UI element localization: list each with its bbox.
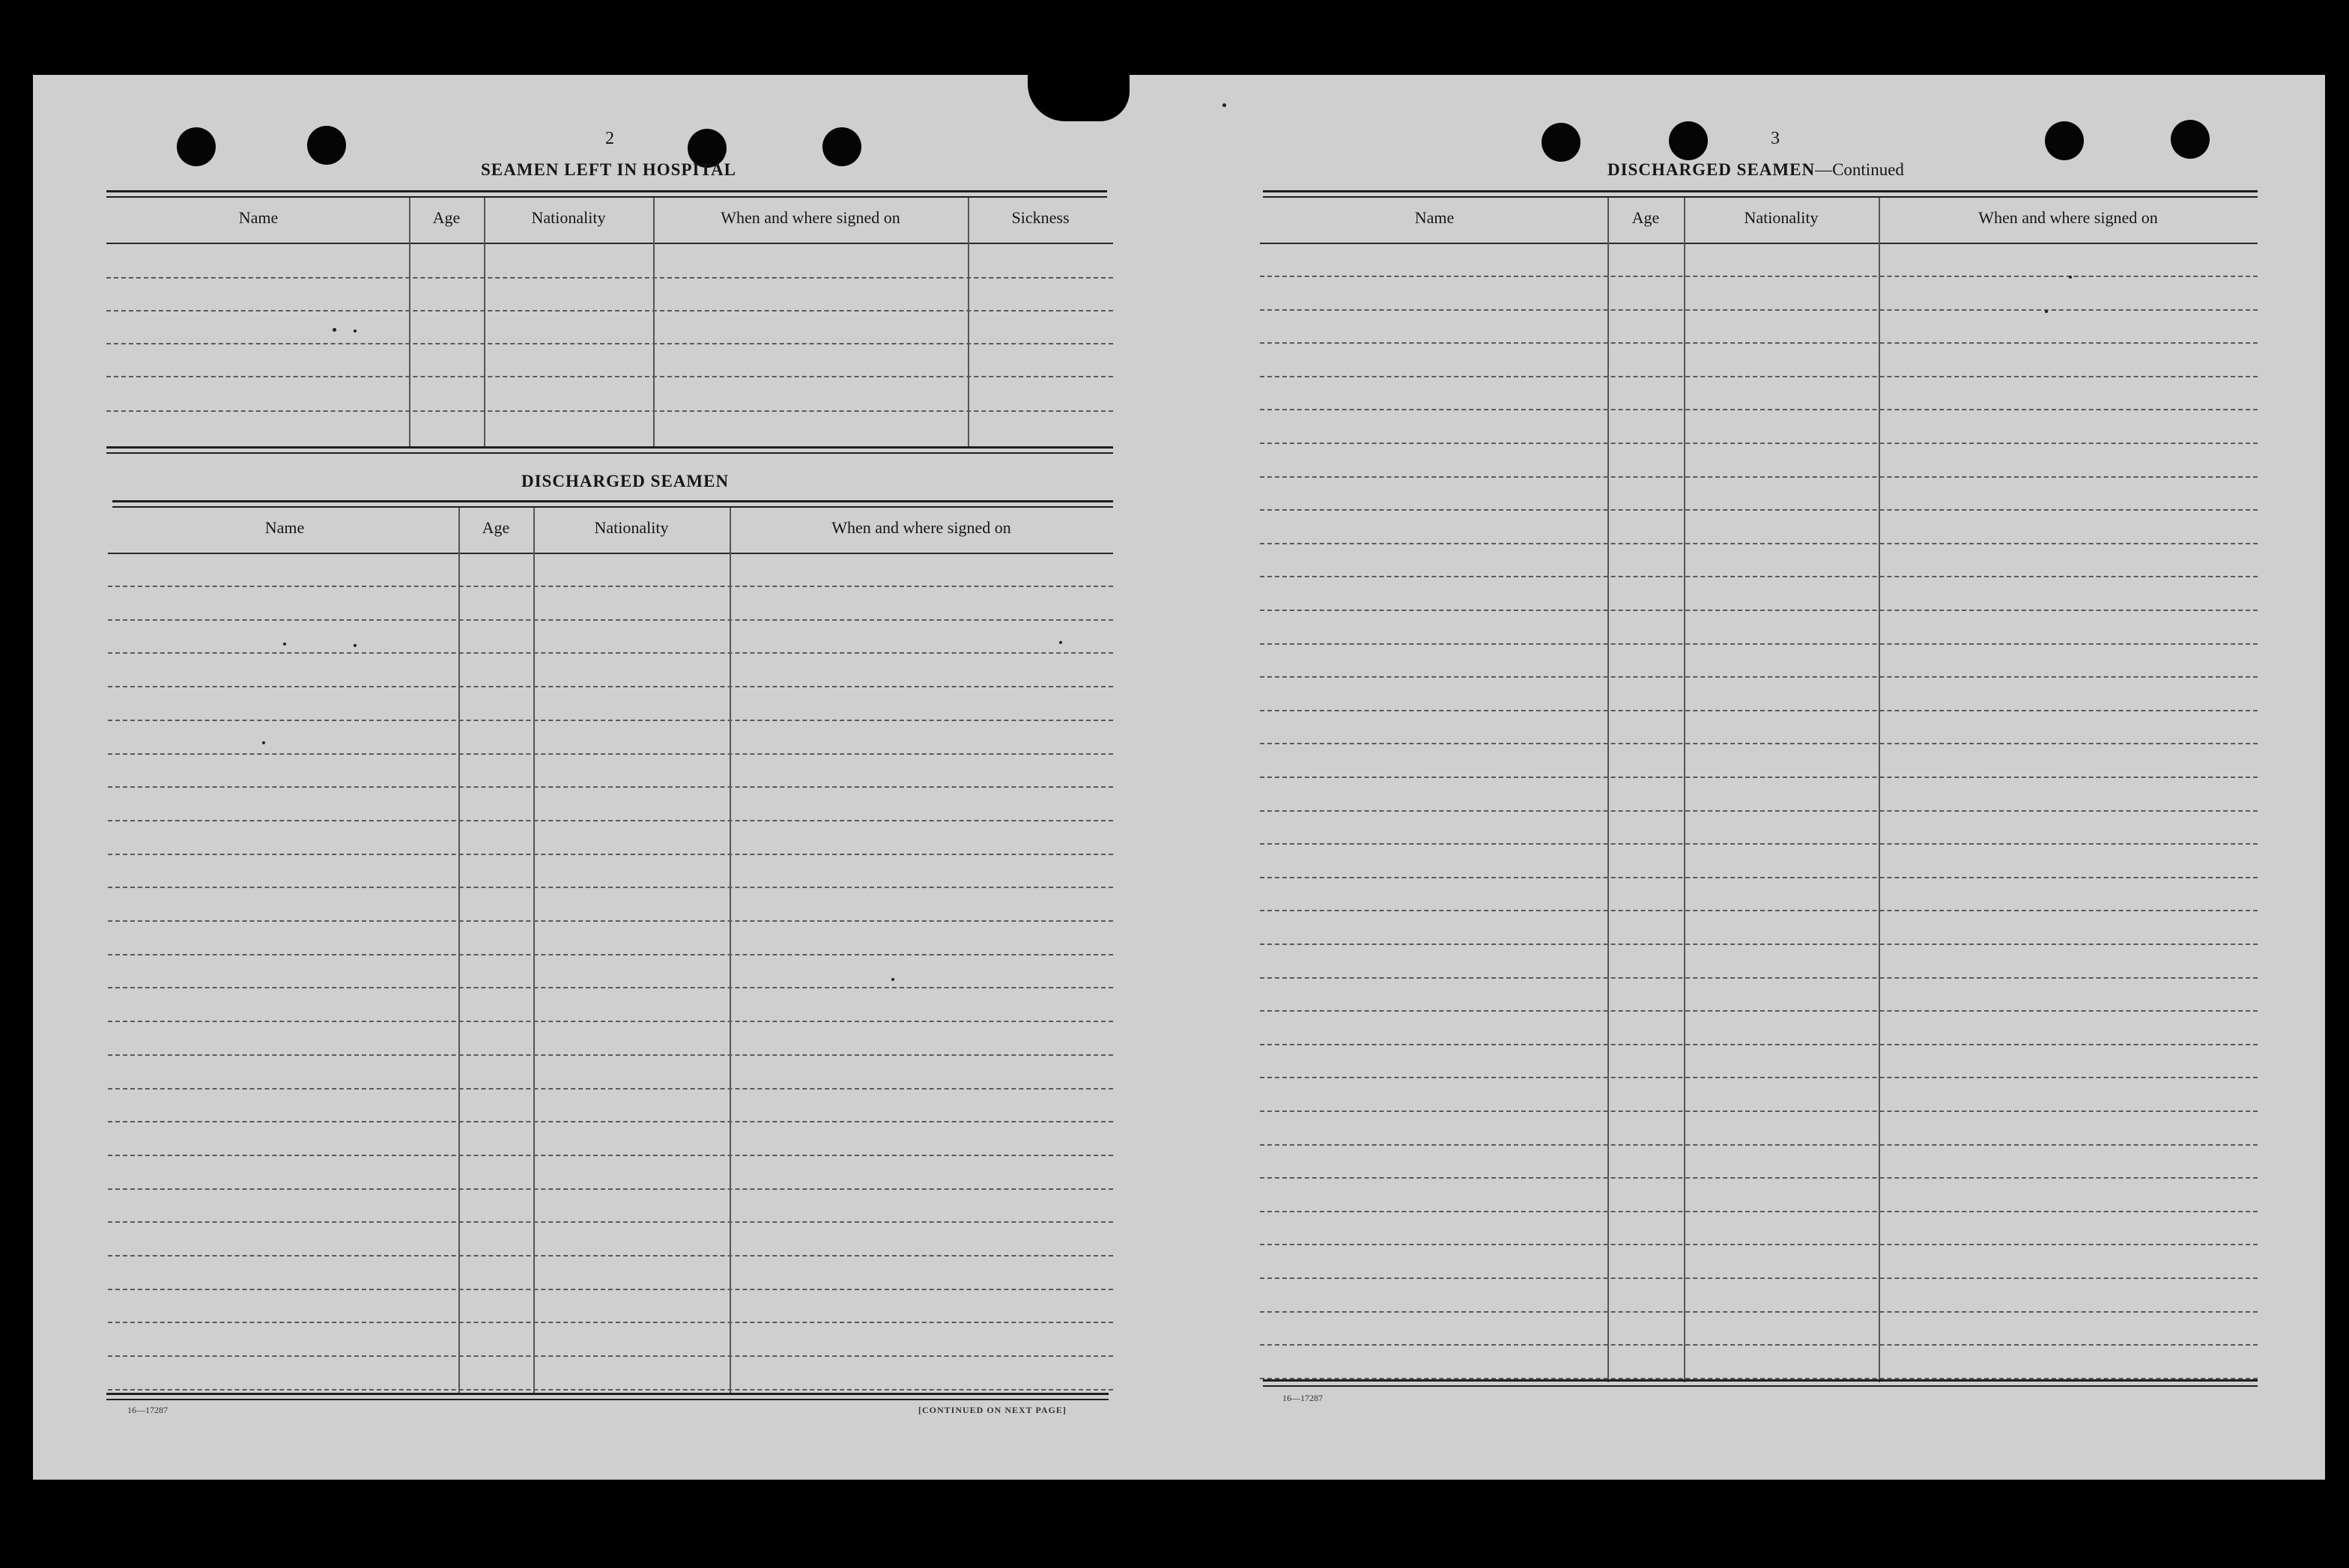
row-line [1260,843,2258,845]
row-line [106,310,1113,312]
row-line [106,410,1113,412]
punch-hole [2171,120,2210,159]
row-line [108,820,1113,821]
col-header-signed-on: When and where signed on [721,208,900,227]
row-line [108,1255,1113,1256]
row-line [108,1355,1113,1357]
row-line [1260,409,2258,410]
row-line [1260,1144,2258,1146]
row-line [1260,810,2258,812]
section-rule [106,446,1113,454]
section-rule [1263,190,2258,198]
row-line [1260,710,2258,711]
row-line [108,1188,1113,1190]
row-line [108,686,1113,687]
row-line [1260,1110,2258,1112]
row-line [1260,643,2258,645]
discharged-continued-title [1607,160,1904,180]
row-line [108,1389,1113,1391]
torn-notch [1028,75,1130,121]
row-line [1260,1010,2258,1012]
col-header-signed-on: When and where signed on [831,518,1011,537]
row-line [1260,1277,2258,1279]
row-line [108,786,1113,788]
row-line [1260,1077,2258,1078]
col-header-age: Age [432,208,461,227]
punch-hole [1542,123,1580,162]
row-line [1260,1311,2258,1313]
column-divider [730,508,731,1393]
row-line [108,920,1113,922]
row-line [1260,877,2258,878]
hospital-section-title: SEAMEN LEFT IN HOSPITAL [481,160,737,179]
punch-hole [307,126,346,165]
page-number: 2 [605,129,614,148]
row-line [1260,309,2258,311]
form-number: 16—17287 [1282,1393,1323,1403]
row-line [108,987,1113,988]
ink-speck [2069,276,2072,279]
section-rule [112,500,1113,508]
punch-hole [822,127,861,166]
row-line [1260,342,2258,344]
row-line [1260,676,2258,678]
ink-speck [262,741,265,744]
row-line [108,1289,1113,1290]
row-line [1260,1177,2258,1179]
row-line [108,1155,1113,1156]
row-line [1260,1044,2258,1045]
row-line [1260,276,2258,277]
form-number: 16—17287 [127,1405,168,1415]
col-header-signed-on: When and where signed on [1978,208,2158,227]
row-line [1260,576,2258,577]
row-line [106,277,1113,279]
row-line [108,1021,1113,1022]
continued-note: [CONTINUED ON NEXT PAGE] [918,1405,1067,1415]
punch-hole [2045,121,2084,160]
row-line [106,343,1113,344]
row-line [108,887,1113,888]
ink-speck [333,328,336,332]
row-line [108,619,1113,621]
section-rule [106,190,1107,198]
row-line [1260,777,2258,778]
col-header-nationality: Nationality [594,518,669,537]
col-header-nationality: Nationality [1744,208,1819,227]
row-line [108,586,1113,587]
ink-speck [891,978,894,981]
row-line [1260,476,2258,478]
row-line [1260,376,2258,377]
ink-speck [283,642,286,645]
table-bottom-rule [106,1393,1109,1400]
table-bottom-rule [1263,1379,2258,1387]
column-divider [533,508,535,1393]
col-header-name: Name [1414,208,1455,227]
ink-speck [354,644,357,647]
row-line [1260,743,2258,744]
section-title-text: DISCHARGED SEAMEN [1607,160,1816,179]
header-rule [108,553,1113,554]
row-line [1260,1211,2258,1212]
ink-speck [1222,103,1226,107]
header-rule [1260,243,2258,244]
header-rule [106,243,1113,244]
section-title-suffix: —Continued [1815,160,1904,179]
row-line [108,1088,1113,1090]
row-line [1260,509,2258,511]
row-line [1260,943,2258,945]
ink-speck [2045,310,2048,313]
col-header-nationality: Nationality [531,208,606,227]
column-divider [458,508,460,1393]
col-header-sickness: Sickness [1011,208,1070,227]
row-line [108,753,1113,755]
discharged-section-title: DISCHARGED SEAMEN [521,472,730,490]
row-line [1260,1344,2258,1346]
row-line [1260,910,2258,911]
row-line [1260,443,2258,444]
row-line [108,1121,1113,1122]
row-line [1260,610,2258,611]
ink-speck [354,329,357,332]
row-line [1260,977,2258,979]
col-header-age: Age [1631,208,1660,227]
row-line [108,1322,1113,1323]
row-line [108,954,1113,955]
col-header-name: Name [264,518,305,537]
row-line [108,854,1113,855]
page-number: 3 [1771,129,1780,148]
ink-speck [1059,641,1062,644]
row-line [1260,543,2258,544]
col-header-name: Name [238,208,279,227]
punch-hole [1669,121,1708,160]
row-line [108,1054,1113,1056]
row-line [1260,1244,2258,1245]
row-line [106,376,1113,377]
row-line [108,1221,1113,1223]
punch-hole [177,127,216,166]
row-line [108,720,1113,721]
row-line [108,652,1113,654]
col-header-age: Age [482,518,510,537]
